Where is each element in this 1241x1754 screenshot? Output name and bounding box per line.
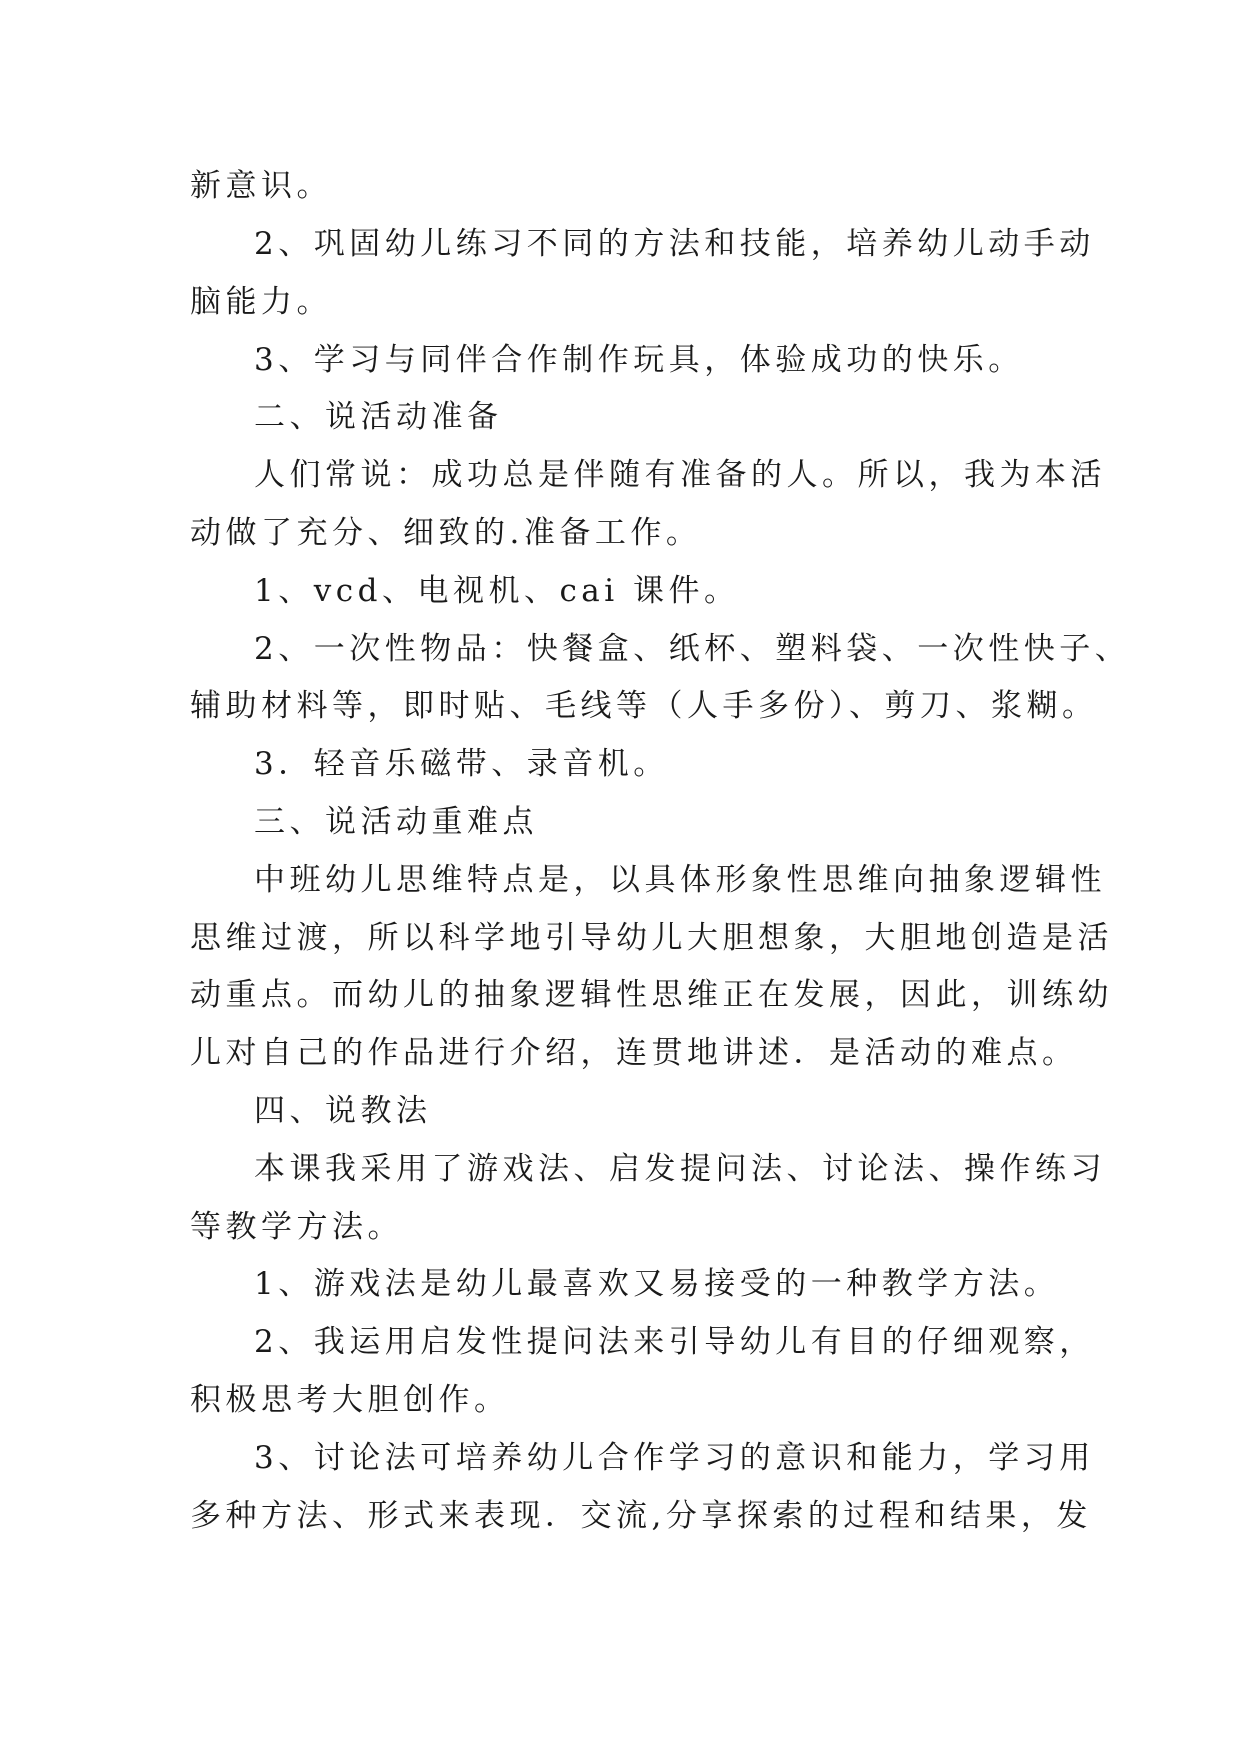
text-line: 3、讨论法可培养幼儿合作学习的意识和能力，学习用 xyxy=(254,1440,1095,1476)
section-heading: 二、说活动准备 xyxy=(254,399,503,435)
text-line: 3、学习与同伴合作制作玩具，体验成功的快乐。 xyxy=(254,342,1024,378)
text-line: 儿对自己的作品进行介绍，连贯地讲述．是活动的难点。 xyxy=(190,1035,1078,1071)
text-line: 等教学方法。 xyxy=(190,1209,403,1245)
text-line: 中班幼儿思维特点是，以具体形象性思维向抽象逻辑性 xyxy=(254,862,1106,898)
text-line: 2、一次性物品：快餐盒、纸杯、塑料袋、一次性快子、 xyxy=(254,631,1131,667)
text-line: 1、vcd、电视机、cai 课件。 xyxy=(254,573,740,609)
text-line: 2、巩固幼儿练习不同的方法和技能，培养幼儿动手动 xyxy=(254,226,1095,262)
text-line: 2、我运用启发性提问法来引导幼儿有目的仔细观察， xyxy=(254,1324,1095,1360)
text-line: 1、游戏法是幼儿最喜欢又易接受的一种教学方法。 xyxy=(254,1266,1060,1302)
text-line: 本课我采用了游戏法、启发提问法、讨论法、操作练习 xyxy=(254,1151,1106,1187)
text-line: 新意识。 xyxy=(190,168,332,204)
text-line: 人们常说：成功总是伴随有准备的人。所以，我为本活 xyxy=(254,457,1106,493)
text-line: 思维过渡，所以科学地引导幼儿大胆想象，大胆地创造是活 xyxy=(190,920,1113,956)
text-line: 动做了充分、细致的.准备工作。 xyxy=(190,515,702,551)
section-heading: 四、说教法 xyxy=(254,1093,432,1129)
text-line: 动重点。而幼儿的抽象逻辑性思维正在发展，因此，训练幼 xyxy=(190,977,1113,1013)
section-heading: 三、说活动重难点 xyxy=(254,804,538,840)
text-line: 脑能力。 xyxy=(190,284,332,320)
text-line: 多种方法、形式来表现．交流,分享探索的过程和结果，发 xyxy=(190,1498,1092,1534)
text-line: 辅助材料等，即时贴、毛线等（人手多份）、剪刀、浆糊。 xyxy=(190,688,1098,724)
text-line: 3．轻音乐磁带、录音机。 xyxy=(254,746,669,782)
text-line: 积极思考大胆创作。 xyxy=(190,1382,510,1418)
